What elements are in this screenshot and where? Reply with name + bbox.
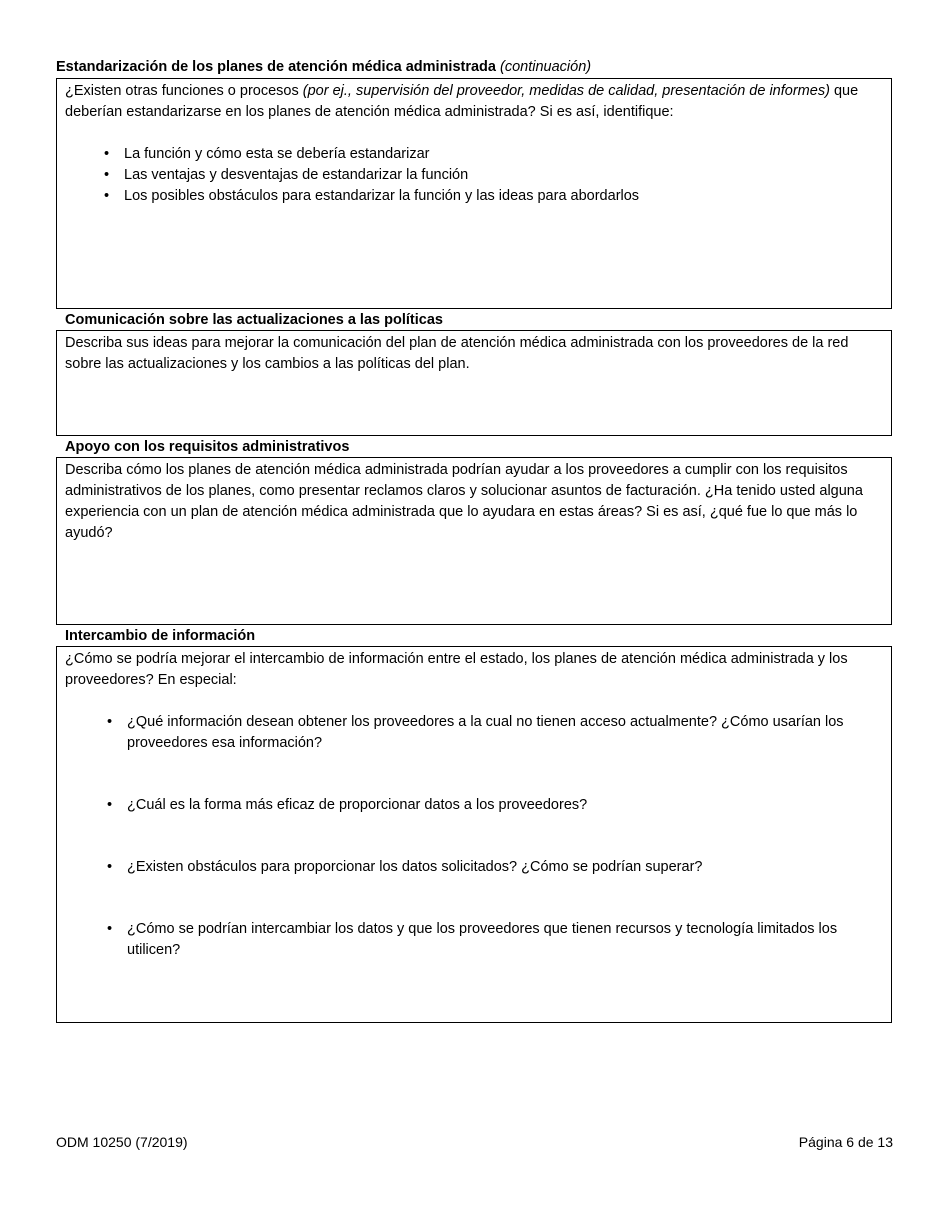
section-title-bold: Estandarización de los planes de atención médica administrada [56,59,496,75]
admin-requirements-text: Describa cómo los planes de atención médica administrada podrían ayudar a los proveedores a cumplir con los requisitos administrativos de los planes, como presentar reclamos claros y solucionar asuntos de facturación. ¿Ha tenido usted alguna experiencia con un plan de atención médica administrada que lo ayudara en estas áreas? Si es así, ¿qué fue lo que más lo ayudó? [65,462,863,541]
page-number: Página 6 de 13 [798,1134,893,1150]
list-item: • La función y cómo esta se debería estandarizar [104,144,883,165]
box1-question: ¿Existen otras funciones o procesos (por ej., supervisión del proveedor, medidas de calidad, presentación de informes) que deberían estandarizarse en los planes de atención médica administrada? Si es así, identifique: [65,83,859,120]
section-title-italic: (continuación) [500,59,592,75]
policy-updates-heading: Comunicación sobre las actualizaciones a las políticas [65,312,443,328]
list-item: • ¿Existen obstáculos para proporcionar los datos solicitados? ¿Cómo se podrían superar? [107,857,873,878]
section-title [56,58,591,76]
list-item: • Las ventajas y desventajas de estandarizar la función [104,165,883,186]
info-exchange-box[interactable] [56,646,892,1023]
info-exchange-bullet-list [65,712,883,961]
admin-requirements-box[interactable] [56,457,892,625]
list-item: • Los posibles obstáculos para estandarizar la función y las ideas para abordarlos [104,186,883,207]
info-exchange-heading: Intercambio de información [65,628,256,644]
box1-bullet-list [65,144,883,207]
standardization-box[interactable] [56,78,892,309]
admin-requirements-heading: Apoyo con los requisitos administrativos [65,439,350,455]
policy-updates-text: Describa sus ideas para mejorar la comunicación del plan de atención médica administrada con los proveedores de la red sobre las actualizaciones y los cambios a las políticas del plan. [65,335,849,372]
form-id: ODM 10250 (7/2019) [56,1134,188,1150]
list-item: • ¿Qué información desean obtener los proveedores a la cual no tienen acceso actualmente? ¿Cómo usarían los proveedores esa información? [107,712,873,754]
info-exchange-text: ¿Cómo se podría mejorar el intercambio de información entre el estado, los planes de atención médica administrada y los proveedores? En especial: [65,651,848,688]
list-item: • ¿Cuál es la forma más eficaz de proporcionar datos a los proveedores? [107,795,873,816]
policy-updates-box[interactable] [56,330,892,436]
list-item: • ¿Cómo se podrían intercambiar los datos y que los proveedores que tienen recursos y tecnología limitados los utilicen? [107,919,873,961]
